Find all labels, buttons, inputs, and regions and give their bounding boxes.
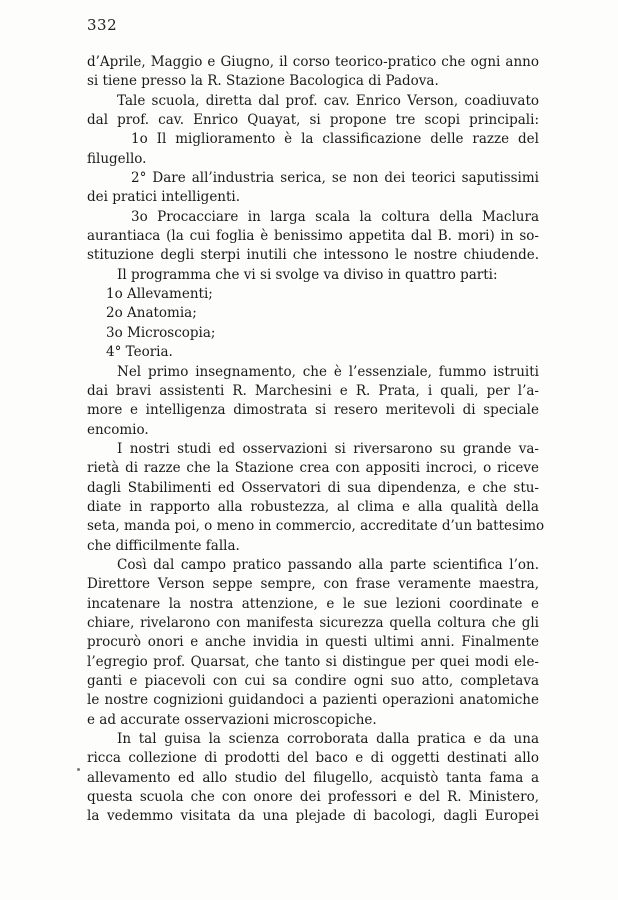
page-number: 332 (87, 16, 118, 34)
text-line: 3o Microscopia; (106, 324, 216, 341)
text-line: I nostri studi ed osservazioni si riversarono su grande va- (117, 440, 539, 457)
text-line: incatenare la nostra attenzione, e le sue lezioni coordinate e (87, 595, 539, 612)
text-line: 4° Teoria. (106, 344, 173, 361)
text-line: procurò onori e anche invidia in questi ultimi anni. Finalmente (87, 634, 539, 651)
text-line: Il programma che vi si svolge va diviso in quattro parti: (117, 266, 498, 283)
text-line: 2° Dare all’industria serica, se non dei teorici saputissimi (131, 170, 539, 187)
text-line: dai bravi assistenti R. Marchesini e R. Prata, i quali, per l’a- (87, 382, 539, 399)
text-line: aurantiaca (la cui foglia è benissimo appetita dal B. mori) in so- (87, 228, 539, 245)
text-line: encomio. (87, 421, 149, 438)
body-text (87, 53, 545, 827)
text-line: diate in rapporto alla robustezza, al clima e alla qualità della (87, 498, 539, 515)
margin-speck (77, 768, 80, 771)
text-line: Direttore Verson seppe sempre, con frase veramente maestra, (87, 576, 539, 593)
text-line: stituzione degli sterpi inutili che intessono le nostre chiudende. (87, 247, 539, 264)
text-line: 1o Allevamenti; (106, 286, 213, 303)
text-line: 1o Il miglioramento è la classificazione delle razze del (131, 131, 539, 148)
text-line: 2o Anatomia; (106, 305, 197, 322)
text-line: dagli Stabilimenti ed Osservatori di sua dipendenza, e che stu- (87, 479, 539, 496)
text-line: ricca collezione di prodotti del baco e di oggetti destinati allo (87, 750, 539, 767)
text-line: allevamento ed allo studio del filugello, acquistò tanta fama a (87, 769, 539, 786)
text-line: seta, manda poi, o meno in commercio, accreditate d’un battesimo (87, 518, 545, 535)
text-line: chiare, rivelarono con manifesta sicurezza quella coltura che gli (87, 614, 539, 631)
text-line: che difficilmente falla. (87, 537, 240, 554)
text-line: dei pratici intelligenti. (87, 189, 241, 206)
text-line: rietà di razze che la Stazione crea con appositi incroci, o riceve (87, 460, 539, 477)
text-line: d’Aprile, Maggio e Giugno, il corso teorico-pratico che ogni anno (87, 54, 539, 70)
text-line: dal prof. cav. Enrico Quayat, si propone tre scopi principali: (87, 112, 539, 129)
text-line: la vedemmo visitata da una plejade di bacologi, dagli Europei (87, 808, 539, 825)
text-line: e ad accurate osservazioni microscopiche. (87, 711, 377, 728)
text-line: In tal guisa la scienza corroborata dalla pratica e da una (117, 731, 539, 748)
text-line: Nel primo insegnamento, che è l’essenziale, fummo istruiti (117, 363, 539, 380)
text-line: questa scuola che con onore dei professori e del R. Ministero, (87, 789, 539, 806)
text-line: l’egregio prof. Quarsat, che tanto si distingue per quei modi ele- (87, 653, 539, 670)
text-line: Così dal campo pratico passando alla parte scientifica l’on. (117, 556, 539, 573)
text-line: le nostre cognizioni guidandoci a pazienti operazioni anatomiche (87, 692, 539, 709)
text-line: 3o Procacciare in larga scala la coltura della Maclura (131, 208, 539, 225)
text-line: ganti e piacevoli con cui sa condire ogni suo atto, completava (87, 673, 539, 689)
text-line: si tiene presso la R. Stazione Bacologica di Padova. (87, 73, 439, 90)
text-line: more e intelligenza dimostrata si resero meritevoli di speciale (87, 402, 539, 419)
text-line: filugello. (87, 150, 147, 167)
text-line: Tale scuola, diretta dal prof. cav. Enrico Verson, coadiuvato (117, 92, 539, 109)
